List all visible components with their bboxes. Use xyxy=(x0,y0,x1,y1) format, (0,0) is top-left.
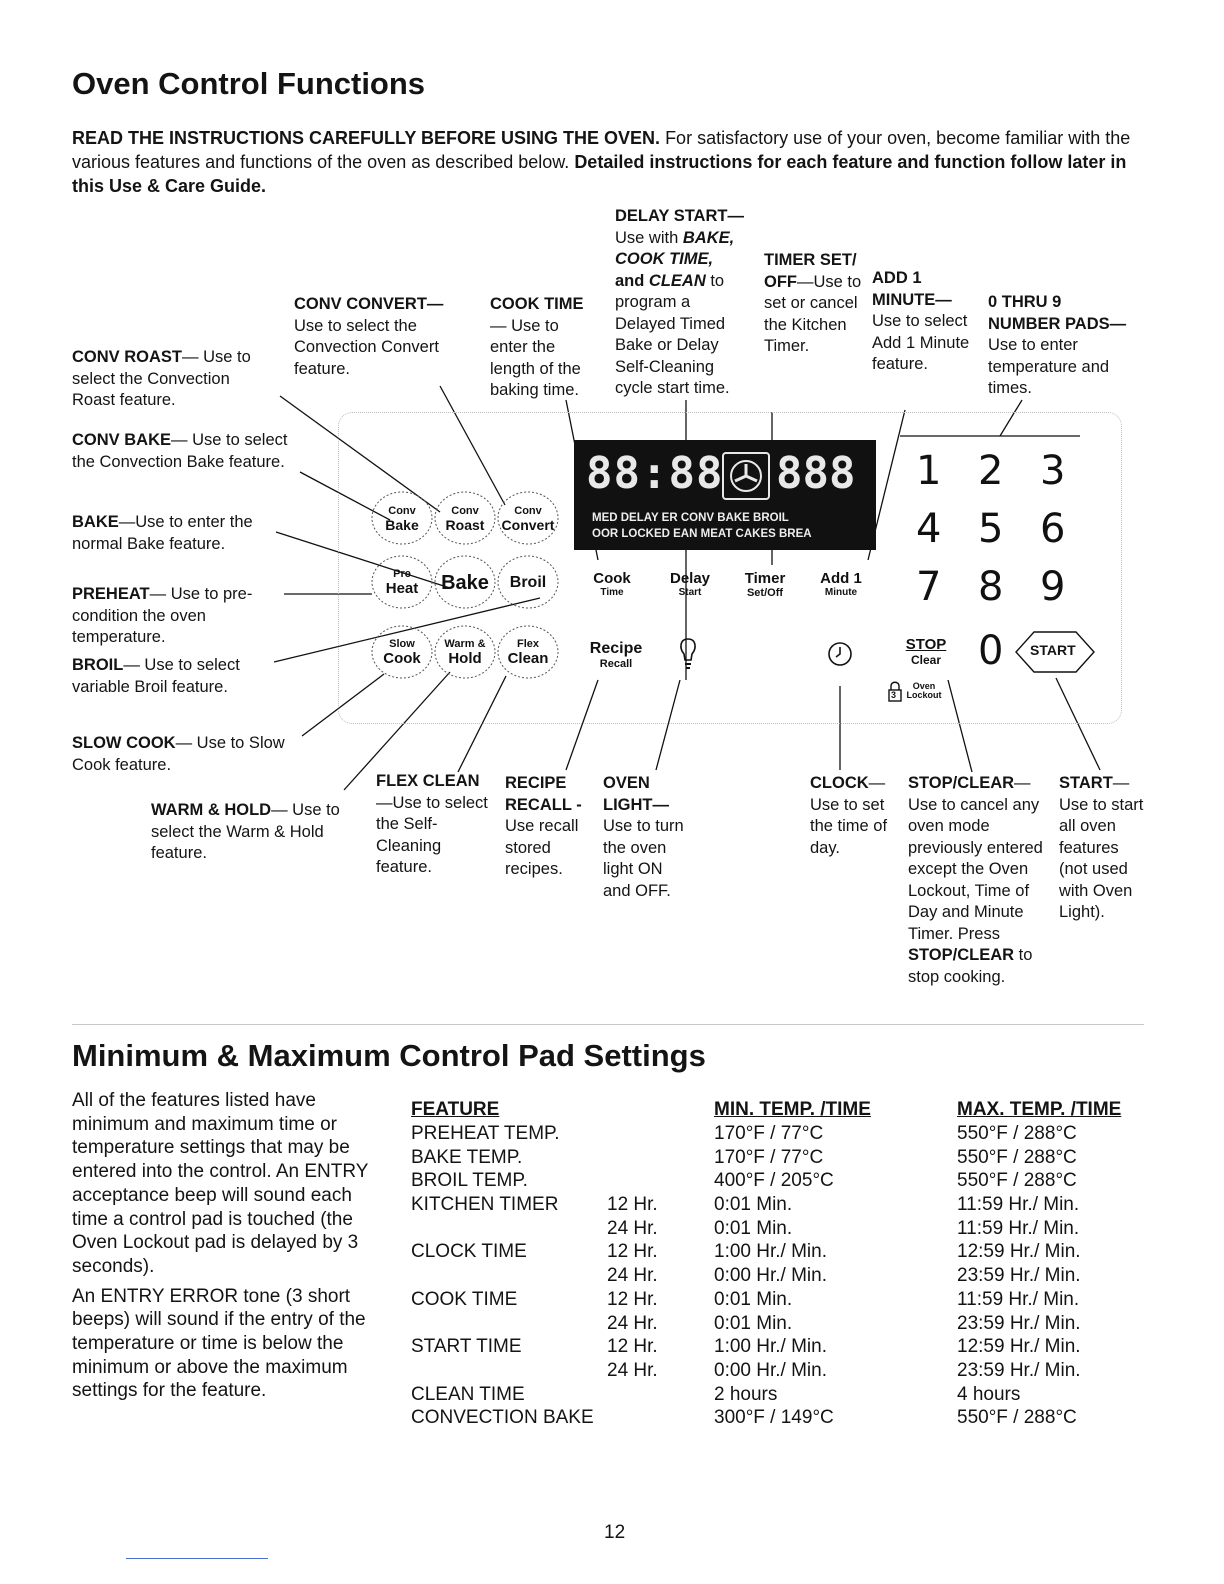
cell-feature: KITCHEN TIMER xyxy=(411,1194,559,1216)
cell-min: 0:01 Min. xyxy=(714,1312,793,1334)
pad-line-2: Recall xyxy=(599,658,633,670)
cell-max: 12:59 Hr./ Min. xyxy=(957,1241,1081,1263)
number-pad-0[interactable]: 0 xyxy=(978,628,1004,674)
label-head: STOP/CLEAR xyxy=(908,774,1015,792)
label-body: Use to turn the oven light ON and OFF. xyxy=(603,817,684,900)
cell-feature: CONVECTION BAKE xyxy=(411,1407,594,1429)
section-divider xyxy=(72,1024,1144,1025)
cell-min: 300°F / 149°C xyxy=(714,1407,834,1429)
label-head: 0 THRU 9 NUMBER PADS— xyxy=(988,293,1127,333)
label-cook-time-ref: COOK TIME, xyxy=(615,250,714,268)
cell-mode: 24 Hr. xyxy=(607,1312,658,1334)
page-number: 12 xyxy=(604,1522,626,1543)
cell-max: 23:59 Hr./ Min. xyxy=(957,1359,1081,1381)
cell-min: 0:00 Hr./ Min. xyxy=(714,1265,827,1287)
pad-line-2: Hold xyxy=(448,650,482,667)
conv-roast-pad[interactable] xyxy=(435,505,495,533)
number-pad-7[interactable]: 7 xyxy=(916,564,942,610)
recipe-recall-pad[interactable] xyxy=(584,640,648,670)
label-head: TIMER SET/ OFF xyxy=(764,251,857,291)
cell-min: 1:00 Hr./ Min. xyxy=(714,1241,827,1263)
label-head: RECIPE RECALL - xyxy=(505,774,582,814)
label-preheat xyxy=(72,584,282,649)
table-row xyxy=(411,1169,1151,1193)
cell-feature: CLOCK TIME xyxy=(411,1241,527,1263)
label-cook-time xyxy=(490,294,598,402)
lockout-hold-seconds: 3 xyxy=(891,690,897,700)
table-row xyxy=(411,1193,1151,1217)
label-head: WARM & HOLD xyxy=(151,801,272,819)
lcd-temp-digits: 888 xyxy=(776,448,856,499)
table-row xyxy=(411,1264,1151,1288)
label-conv-roast xyxy=(72,347,272,412)
label-body: — Use to select variable Broil feature. xyxy=(72,656,240,696)
cell-min: 0:01 Min. xyxy=(714,1194,793,1216)
pad-line-1: Timer xyxy=(744,570,786,587)
start-pad[interactable]: START xyxy=(1030,642,1076,658)
label-oven-light xyxy=(603,773,693,902)
cell-min: 170°F / 77°C xyxy=(714,1123,824,1144)
cell-max: 550°F / 288°C xyxy=(957,1123,1077,1144)
label-bold-end: STOP/CLEAR xyxy=(908,946,1015,964)
conv-convert-pad[interactable] xyxy=(496,505,560,533)
label-start xyxy=(1059,773,1151,924)
label-body: Use to select the Convection Convert feature. xyxy=(294,316,439,378)
label-body: — Use to pre-condition the oven temperature. xyxy=(72,585,253,646)
label-add-1-minute xyxy=(872,268,970,376)
cell-mode: 12 Hr. xyxy=(607,1288,658,1310)
cell-min: 1:00 Hr./ Min. xyxy=(714,1336,827,1358)
number-pad-9[interactable]: 9 xyxy=(1040,564,1066,610)
cell-max: 550°F / 288°C xyxy=(957,1170,1077,1192)
cell-mode: 12 Hr. xyxy=(607,1336,658,1358)
label-body: —Use to set or cancel the Kitchen Timer. xyxy=(764,272,862,355)
label-conv-bake xyxy=(72,430,302,473)
cell-min: 0:00 Hr./ Min. xyxy=(714,1359,827,1381)
pad-line-1: Cook xyxy=(593,570,631,587)
label-clean: CLEAN xyxy=(648,271,706,290)
label-head: ADD 1 MINUTE— xyxy=(872,269,952,309)
pad-line-1: Add 1 xyxy=(820,570,862,587)
lcd-indicator-row-1: MED DELAY ER CONV BAKE BROIL xyxy=(592,512,789,524)
stop-clear-pad[interactable] xyxy=(898,636,954,667)
label-bake xyxy=(72,512,277,555)
pad-line-2: Bake xyxy=(441,572,489,594)
number-pad-2[interactable]: 2 xyxy=(978,448,1004,494)
cell-max: 11:59 Hr./ Min. xyxy=(957,1217,1080,1239)
pad-line-2: Start xyxy=(678,587,702,598)
pad-line-2: Broil xyxy=(509,574,547,591)
pad-line-1: Flex xyxy=(516,638,539,650)
cell-feature: BROIL TEMP. xyxy=(411,1170,528,1192)
pad-line-1: STOP xyxy=(905,636,947,653)
table-row xyxy=(411,1312,1151,1336)
intro-text-1: For satisfactory use of your oven, become familiar with the various features and functions of the oven as described below. xyxy=(72,128,1131,172)
table-row xyxy=(411,1359,1151,1383)
table-row xyxy=(411,1335,1151,1359)
slow-cook-pad[interactable] xyxy=(372,638,432,667)
label-body: — Use to start all oven features (not used with Oven Light). xyxy=(1059,774,1144,921)
preheat-pad[interactable] xyxy=(372,568,432,597)
cell-min: 400°F / 205°C xyxy=(714,1170,834,1192)
label-head: CONV BAKE xyxy=(72,431,172,449)
cell-min: 2 hours xyxy=(714,1383,778,1405)
intro-bold-1: READ THE INSTRUCTIONS CAREFULLY BEFORE USING THE OVEN. xyxy=(72,128,661,148)
label-broil xyxy=(72,655,272,698)
label-tail: to stop cooking. xyxy=(908,946,1033,986)
cell-max: 12:59 Hr./ Min. xyxy=(957,1336,1081,1358)
cell-mode: 24 Hr. xyxy=(607,1359,658,1381)
min-max-description xyxy=(72,1089,390,1403)
label-warm-hold xyxy=(151,800,363,865)
cell-min: 170°F / 77°C xyxy=(714,1146,824,1168)
label-head: SLOW COOK xyxy=(72,734,176,752)
lockout-label xyxy=(904,682,944,700)
pad-line-1: Conv xyxy=(451,505,479,517)
cell-mode: 12 Hr. xyxy=(607,1241,658,1263)
table-row xyxy=(411,1383,1151,1407)
description-paragraph-1: All of the features listed have minimum and maximum time or temperature settings that may be entered into the control. An ENTRY acceptance beep will sound each time a control pad is touched (the Oven Lockout pad is delayed by 3 seconds). xyxy=(72,1090,369,1277)
cell-max: 550°F / 288°C xyxy=(957,1146,1077,1168)
label-head: COOK TIME xyxy=(490,295,584,313)
bake-pad[interactable] xyxy=(432,572,498,595)
cell-min: 0:01 Min. xyxy=(714,1288,793,1310)
pad-line-2: Roast xyxy=(445,517,485,533)
settings-table xyxy=(411,1098,1151,1430)
pad-line-1: Slow xyxy=(389,638,415,650)
header-feature: FEATURE xyxy=(411,1099,500,1120)
table-row xyxy=(411,1217,1151,1241)
cell-max: 4 hours xyxy=(957,1383,1021,1405)
pad-line-2: Minute xyxy=(824,587,858,598)
label-body-a: Use with xyxy=(615,228,683,247)
label-head: PREHEAT xyxy=(72,585,150,603)
table-row xyxy=(411,1288,1151,1312)
label-and: and xyxy=(615,271,649,290)
table-row xyxy=(411,1240,1151,1264)
label-body: Use to enter temperature and times. xyxy=(988,336,1110,397)
pad-line-1: Oven xyxy=(912,681,936,691)
label-body: — Use to select the Convection Bake feature. xyxy=(72,431,288,471)
label-head: FLEX CLEAN xyxy=(376,772,480,790)
label-flex-clean xyxy=(376,771,496,879)
label-head: CLOCK xyxy=(810,774,869,792)
description-paragraph-2: An ENTRY ERROR tone (3 short beeps) will sound if the entry of the temperature or time is below the minimum or above the maximum settings for the feature. xyxy=(72,1285,366,1402)
table-row xyxy=(411,1122,1151,1146)
pad-line-2: Clear xyxy=(910,653,942,667)
cell-min: 0:01 Min. xyxy=(714,1217,793,1239)
timer-set-off-pad[interactable] xyxy=(736,570,794,599)
label-clock xyxy=(810,773,894,859)
label-slow-cook xyxy=(72,733,312,776)
page-title: Oven Control Functions xyxy=(72,66,426,101)
pad-line-1: Recipe xyxy=(589,640,643,657)
label-body: —Use to select the Self-Cleaning feature. xyxy=(376,793,488,876)
pad-line-2: Bake xyxy=(385,517,419,533)
pad-line-1: Warm & xyxy=(444,638,486,650)
cell-feature: START TIME xyxy=(411,1336,522,1358)
label-timer xyxy=(764,250,868,358)
lcd-indicator-row-2: OOR LOCKED EAN MEAT CAKES BREA xyxy=(592,528,812,540)
label-body: — Use to set the time of day. xyxy=(810,774,888,857)
number-pad-3[interactable]: 3 xyxy=(1040,448,1066,494)
pad-line-2: Time xyxy=(600,587,624,598)
cell-feature: BAKE TEMP. xyxy=(411,1146,523,1168)
label-body: — Use to select the Warm & Hold feature. xyxy=(151,801,340,862)
number-pad-6[interactable]: 6 xyxy=(1040,506,1066,552)
header-max: MAX. TEMP. /TIME xyxy=(957,1099,1122,1120)
label-number-pads xyxy=(988,292,1138,400)
clock-pad[interactable] xyxy=(826,640,854,673)
number-pad-4[interactable]: 4 xyxy=(916,506,942,552)
label-head: START xyxy=(1059,774,1113,792)
label-body: — Use to enter the length of the baking time. xyxy=(490,316,581,399)
cell-max: 11:59 Hr./ Min. xyxy=(957,1194,1080,1216)
number-pad-1[interactable]: 1 xyxy=(916,448,942,494)
label-head: BROIL xyxy=(72,656,124,674)
label-recipe-recall xyxy=(505,773,599,881)
lcd-time-digits: 88:88 xyxy=(586,448,724,499)
label-body: — Use to select the Convection Roast feature. xyxy=(72,348,251,409)
pad-line-2: Clean xyxy=(507,650,549,667)
pad-line-2: Set/Off xyxy=(746,587,784,599)
cell-mode: 24 Hr. xyxy=(607,1265,658,1287)
table-body xyxy=(411,1122,1151,1430)
label-head: CONV ROAST xyxy=(72,348,183,366)
label-body: — Use to Slow Cook feature. xyxy=(72,734,285,774)
pad-line-1: Delay xyxy=(669,570,711,587)
footer-rule xyxy=(126,1558,268,1559)
pad-line-2: Cook xyxy=(383,650,421,667)
label-head: CONV CONVERT— xyxy=(294,295,444,313)
table-row xyxy=(411,1146,1151,1170)
pad-line-2: Heat xyxy=(385,580,419,597)
cell-feature: CLEAN TIME xyxy=(411,1383,525,1405)
label-body: Use to select Add 1 Minute feature. xyxy=(872,312,970,373)
header-min: MIN. TEMP. /TIME xyxy=(714,1099,871,1120)
delay-start-pad[interactable] xyxy=(662,570,718,598)
oven-light-pad[interactable] xyxy=(676,636,700,677)
label-bake: BAKE, xyxy=(682,228,735,247)
label-body: —Use to enter the normal Bake feature. xyxy=(72,513,253,553)
pad-line-1: Pre xyxy=(393,568,411,580)
cell-max: 550°F / 288°C xyxy=(957,1407,1077,1429)
label-head: DELAY START— xyxy=(615,207,744,225)
intro-bold-2: Detailed instructions for each feature and function follow later in this Use & Care Guide. xyxy=(72,152,1127,196)
light-bulb-icon xyxy=(676,636,700,672)
add-1-minute-pad[interactable] xyxy=(812,570,870,598)
cook-time-pad[interactable] xyxy=(584,570,640,598)
conv-bake-pad[interactable] xyxy=(372,505,432,533)
label-delay-start xyxy=(615,206,755,400)
cell-mode: 12 Hr. xyxy=(607,1194,658,1216)
label-head: OVEN LIGHT— xyxy=(603,774,669,814)
warm-hold-pad[interactable] xyxy=(435,638,495,667)
label-body: — Use to cancel any oven mode previously entered except the Oven Lockout, Time of Day and Minute Timer. Press xyxy=(908,774,1043,943)
cell-max: 23:59 Hr./ Min. xyxy=(957,1265,1081,1287)
section-title: Minimum & Maximum Control Pad Settings xyxy=(72,1038,706,1073)
table-header xyxy=(411,1098,1151,1122)
number-pad-5[interactable]: 5 xyxy=(978,506,1004,552)
clock-icon xyxy=(826,640,854,668)
cell-feature: COOK TIME xyxy=(411,1288,518,1310)
table-row xyxy=(411,1406,1151,1430)
pad-line-2: Lockout xyxy=(906,690,942,700)
cell-feature: PREHEAT TEMP. xyxy=(411,1123,560,1144)
cell-max: 23:59 Hr./ Min. xyxy=(957,1312,1081,1334)
flex-clean-pad[interactable] xyxy=(498,638,558,667)
cell-mode: 24 Hr. xyxy=(607,1217,658,1239)
number-pad-8[interactable]: 8 xyxy=(978,564,1004,610)
broil-pad[interactable] xyxy=(498,574,558,592)
pad-line-1: Conv xyxy=(388,505,416,517)
label-head: BAKE xyxy=(72,513,119,531)
pad-line-2: Convert xyxy=(501,517,555,533)
label-stop-clear xyxy=(908,773,1058,988)
label-body: Use recall stored recipes. xyxy=(505,817,579,878)
label-conv-convert xyxy=(294,294,469,380)
label-body-b: to program a Delayed Timed Bake or Delay Self-Cleaning cycle start time. xyxy=(615,271,730,397)
cell-max: 11:59 Hr./ Min. xyxy=(957,1288,1080,1310)
pad-line-1: Conv xyxy=(514,505,542,517)
